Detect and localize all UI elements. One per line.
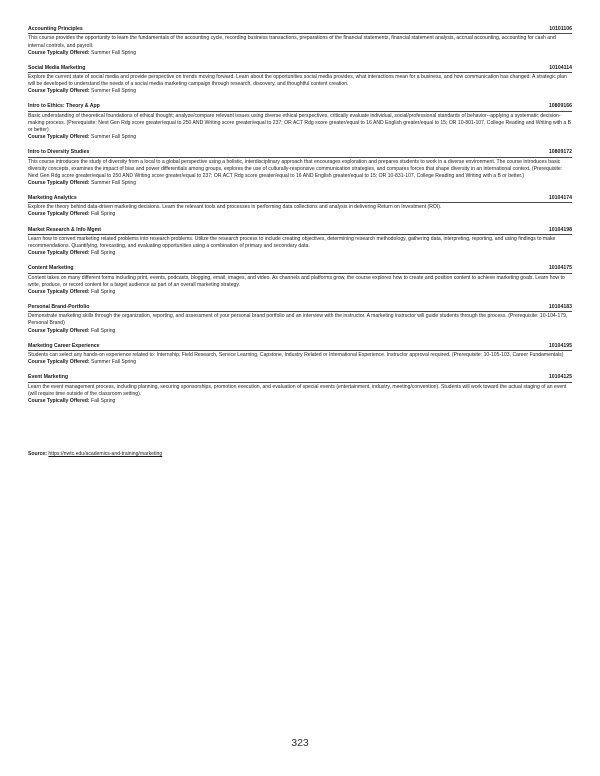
offered-terms: Fall Spring <box>91 250 116 257</box>
course-header <box>28 304 572 312</box>
course-entry <box>28 227 572 258</box>
course-header <box>28 149 572 157</box>
course-description: Learn how to convert marketing related problems into research problems. Utilize the research process to include creating objectives, determining research methodology, gathering data, interpreting, reporting, and using findings to make recommendations. Quantifying, forecasting, and evaluating opportunities using a combination of primary and secondary data. <box>28 235 556 250</box>
course-entry <box>28 65 572 96</box>
course-description: Students can select any hands-on experience related to: Internship, Field Research, Service Learning, Capstone, Industry Related or International Experience. Instructor approval required. (Prerequisite: 10-105-103, Career Fundamentals) <box>28 352 564 358</box>
course-description: Explore the current state of social media and provide perspective on trends moving forward. Learn about the opportunities social media provides, what interactions mean for a business, and how communication has changed. A strategic plan will be developed to understand the needs of a social media marketing campaign through research, discovery, and thoughtful content creation. <box>28 74 567 88</box>
course-header <box>28 374 572 382</box>
course-title: Marketing Career Experience <box>28 342 100 349</box>
offered-terms: Fall Spring <box>91 288 116 295</box>
course-code: 10104183 <box>548 303 572 310</box>
course-description: Content takes on many different forms including print, events, podcasts, blogging, email, images, and video. As channels and platforms grow, the course explores how to create and position content to achieve marketing goals. Learn how to write, produce, or record content for a target audience as part of an overall marketing strategy. <box>28 274 565 288</box>
course-offered <box>28 211 572 218</box>
course-entry <box>28 103 572 141</box>
offered-terms: Fall Spring <box>91 397 116 404</box>
offered-terms: Summer Fall Spring <box>91 134 137 141</box>
course-title: Marketing Analytics <box>28 194 77 201</box>
course-title: Event Marketing <box>28 374 69 381</box>
offered-terms: Summer Fall Spring <box>91 179 137 186</box>
course-entry <box>28 374 572 405</box>
page-number: 323 <box>291 737 309 749</box>
course-entry <box>28 26 572 57</box>
offered-terms: Summer Fall Spring <box>91 88 137 95</box>
course-code: 10104114 <box>549 64 572 71</box>
course-title: Personal Brand-Portfolio <box>28 303 90 310</box>
course-offered <box>28 50 572 57</box>
offered-label: Course Typically Offered: <box>28 359 90 366</box>
course-offered <box>28 88 572 95</box>
offered-terms: Fall Spring <box>91 211 116 218</box>
course-title: Market Research & Info Mgmt <box>28 226 101 233</box>
course-code: 10809166 <box>548 103 572 110</box>
course-code: 10104174 <box>548 194 572 201</box>
course-description: Learn the event management process, including planning, securing sponsorships, promotion execution, and evaluation of special events (entertainment, industry, meeting/convention). Students will work toward the actual staging of an event (will require time outside of the classroom setting). <box>28 383 567 397</box>
offered-label: Course Typically Offered: <box>28 179 90 186</box>
offered-label: Course Typically Offered: <box>28 134 90 141</box>
course-code: 10101106 <box>549 26 572 32</box>
course-code: 10104198 <box>548 226 572 233</box>
course-header <box>28 26 572 34</box>
course-entry <box>28 304 572 335</box>
course-header <box>28 65 572 73</box>
offered-label: Course Typically Offered: <box>28 288 90 295</box>
course-offered <box>28 359 572 366</box>
course-code: 10809172 <box>548 149 572 156</box>
offered-label: Course Typically Offered: <box>28 49 90 56</box>
offered-terms: Summer Fall Spring <box>91 359 137 366</box>
course-header <box>28 265 572 273</box>
course-description: This course provides the opportunity to learn the fundamentals of the accounting cycle, recording business transactions, preparations of the financial statements, financial statement analysis, accrual accounting, accounting for cash and internal controls, and payroll. <box>28 35 556 49</box>
course-list <box>28 26 572 413</box>
course-entry <box>28 343 572 367</box>
offered-label: Course Typically Offered: <box>28 397 90 404</box>
course-offered <box>28 289 572 296</box>
source-link[interactable]: https://nwtc.edu/academics-and-training/marketing <box>48 451 163 457</box>
course-offered <box>28 250 572 257</box>
course-offered <box>28 134 572 141</box>
course-title: Intro to Ethics: Theory & App <box>28 103 100 110</box>
course-title: Content Marketing <box>28 265 74 272</box>
course-code: 10104195 <box>548 342 572 349</box>
course-description: This course introduces the study of diversity from a local to a global perspective using a holistic, interdisciplinary approach that encourages exploration and prepares students to work in a diverse environment. The course introduces basic diversity concepts, examines the impact of bias and power differentials among groups, explores the use of culturally-responsive communication strategies, and compares forces that shape diversity in an international context. (Prerequisite: Next Gen Rdg score greater/equal to 250 AND Writing score greater/equal to 237; OR ACT Rdg score greater/equal to 16 AND English greater/equal to 15; OR 10-831-107, College Reading and Writing with a B or better.) <box>28 158 563 179</box>
course-title: Intro to Diversity Studies <box>28 149 90 156</box>
course-header <box>28 227 572 235</box>
offered-label: Course Typically Offered: <box>28 211 90 218</box>
course-entry <box>28 149 572 187</box>
course-code: 10104175 <box>548 265 572 272</box>
course-title: Social Media Marketing <box>28 64 86 71</box>
offered-terms: Fall Spring <box>91 327 116 334</box>
course-offered <box>28 328 572 335</box>
course-entry <box>28 195 572 219</box>
offered-label: Course Typically Offered: <box>28 88 90 95</box>
course-code: 10104125 <box>548 374 572 381</box>
course-title: Accounting Principles <box>28 26 83 32</box>
course-entry <box>28 265 572 296</box>
offered-label: Course Typically Offered: <box>28 327 90 334</box>
course-description: Basic understanding of theoretical foundations of ethical thought; analyze/compare relevant issues using diverse ethical perspectives, critically evaluate individual, social/professional standards of behavior--applying a systematic decision-making process. (Prerequisite: Next Gen Rdg score greater/equal to 250 AND Writing score greater/equal to 237; OR ACT Rdg score greater/equal to 16 AND English greater/equal to 15; OR 10-801-107, College Reading and Writing with a B or better) <box>28 112 572 133</box>
course-description: Demonstrate marketing skills through the organization, reporting, and assessment of your personal brand portfolio and an interview with the instructor. A marketing instructor will guide students through the process. (Prerequisite: 10-104-179, Personal Brand) <box>28 313 568 327</box>
offered-terms: Summer Fall Spring <box>91 49 137 56</box>
course-offered <box>28 180 572 187</box>
course-header <box>28 195 572 203</box>
course-offered <box>28 398 572 405</box>
course-header <box>28 343 572 351</box>
course-description: Explore the theory behind data-driven marketing decisions. Learn the relevant tools and processes in performing data collections and analysis in delivering Return on Investment (ROI). <box>28 204 442 211</box>
source-label: Source: <box>28 451 47 457</box>
source-line <box>28 451 162 458</box>
offered-label: Course Typically Offered: <box>28 250 90 257</box>
course-header <box>28 103 572 111</box>
